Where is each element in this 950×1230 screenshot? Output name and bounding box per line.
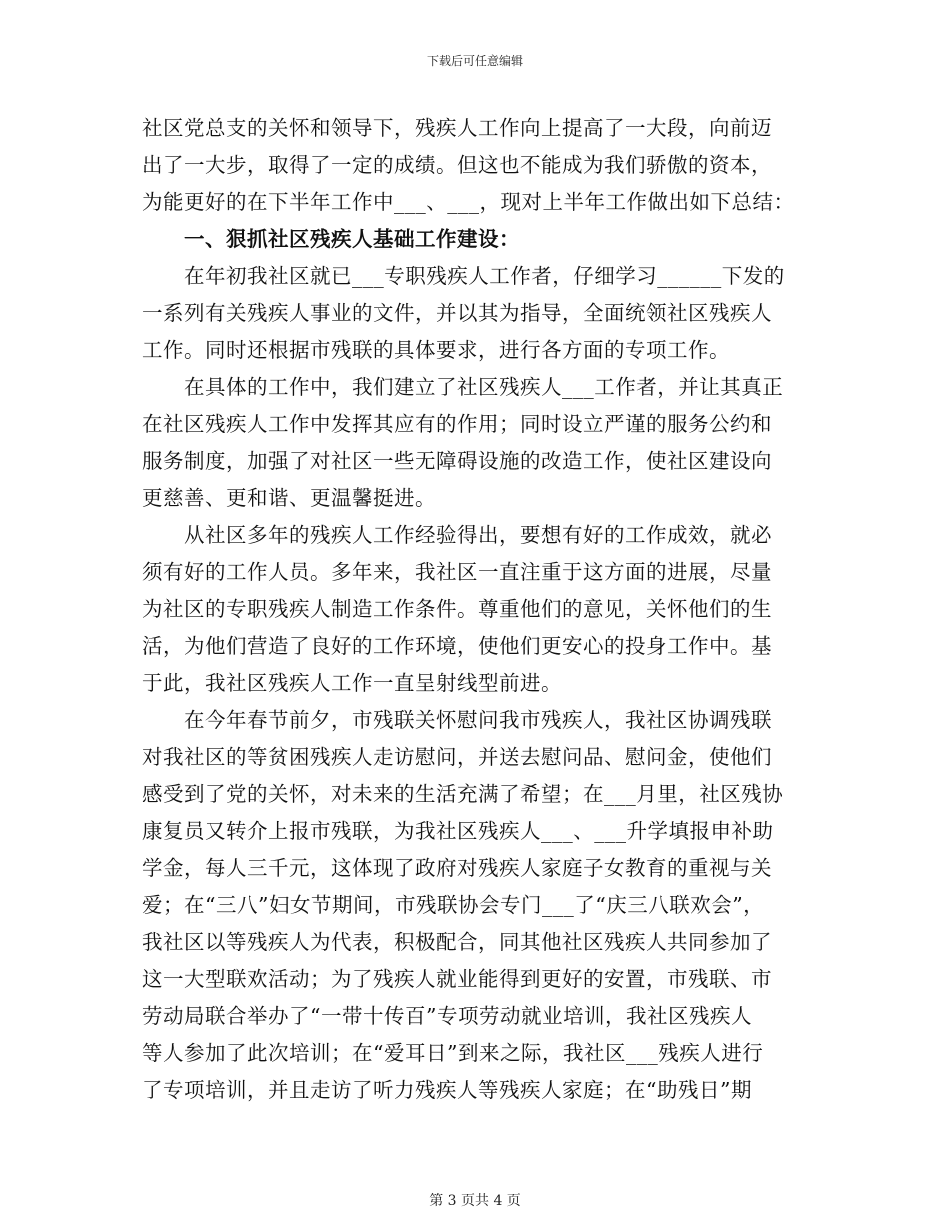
paragraph-line: 了专项培训，并且走访了听力残疾人等残疾人家庭；在“助残日”期 — [142, 1078, 752, 1102]
paragraph-line: 在年初我社区就已___专职残疾人工作者，仔细学习______下发的 — [184, 264, 785, 288]
section-heading: 一、狠抓社区残疾人基础工作建设： — [184, 227, 520, 251]
paragraph-line: 康复员又转介上报市残联，为我社区残疾人___、___升学填报申补助 — [142, 819, 774, 843]
paragraph-line: 服务制度，加强了对社区一些无障碍设施的改造工作，使社区建设向 — [142, 449, 772, 473]
paragraph-line: 学金，每人三千元，这体现了政府对残疾人家庭子女教育的重视与关 — [142, 856, 772, 880]
paragraph-line: 等人参加了此次培训；在“爱耳日”到来之际，我社区___残疾人进行 — [142, 1041, 764, 1065]
paragraph-line: 于此，我社区残疾人工作一直呈射线型前进。 — [142, 671, 562, 695]
paragraph-line: 在社区残疾人工作中发挥其应有的作用；同时设立严谨的服务公约和 — [142, 412, 772, 436]
paragraph-line: 我社区以等残疾人为代表，积极配合，同其他社区残疾人共同参加了 — [142, 930, 772, 954]
document-body — [142, 110, 812, 1109]
paragraph-line: 感受到了党的关怀，对未来的生活充满了希望；在___月里，社区残协 — [142, 782, 784, 806]
paragraph-line: 为能更好的在下半年工作中___、___，现对上半年工作做出如下总结： — [142, 190, 795, 214]
paragraph-line: 社区党总支的关怀和领导下，残疾人工作向上提高了一大段，向前迈 — [142, 116, 772, 140]
paragraph-line: 在今年春节前夕，市残联关怀慰问我市残疾人，我社区协调残联 — [184, 708, 772, 732]
page-footer: 第 3 页共 4 页 — [429, 1193, 521, 1209]
paragraph-line: 一系列有关残疾人事业的文件，并以其为指导，全面统领社区残疾人 — [142, 301, 772, 325]
paragraph-line: 在具体的工作中，我们建立了社区残疾人___工作者，并让其真正 — [184, 375, 784, 399]
paragraph-line: 工作。同时还根据市残联的具体要求，进行各方面的专项工作。 — [142, 338, 730, 362]
paragraph-line: 活，为他们营造了良好的工作环境，使他们更安心的投身工作中。基 — [142, 634, 772, 658]
paragraph-line: 对我社区的等贫困残疾人走访慰问，并送去慰问品、慰问金，使他们 — [142, 745, 772, 769]
paragraph-line: 更慈善、更和谐、更温馨挺进。 — [142, 486, 436, 510]
paragraph-line: 这一大型联欢活动；为了残疾人就业能得到更好的安置，市残联、市 — [142, 967, 772, 991]
paragraph-line: 须有好的工作人员。多年来，我社区一直注重于这方面的进展，尽量 — [142, 560, 772, 584]
paragraph-line: 爱；在“三八”妇女节期间，市残联协会专门___了“庆三八联欢会”， — [142, 893, 765, 917]
paragraph-line: 从社区多年的残疾人工作经验得出，要想有好的工作成效，就必 — [184, 523, 772, 547]
paragraph-line: 劳动局联合举办了“一带十传百”专项劳动就业培训，我社区残疾人 — [142, 1004, 752, 1028]
paragraph-line: 出了一大步，取得了一定的成绩。但这也不能成为我们骄傲的资本， — [142, 153, 772, 177]
paragraph-line: 为社区的专职残疾人制造工作条件。尊重他们的意见，关怀他们的生 — [142, 597, 772, 621]
page-header: 下载后可任意编辑 — [426, 54, 523, 68]
